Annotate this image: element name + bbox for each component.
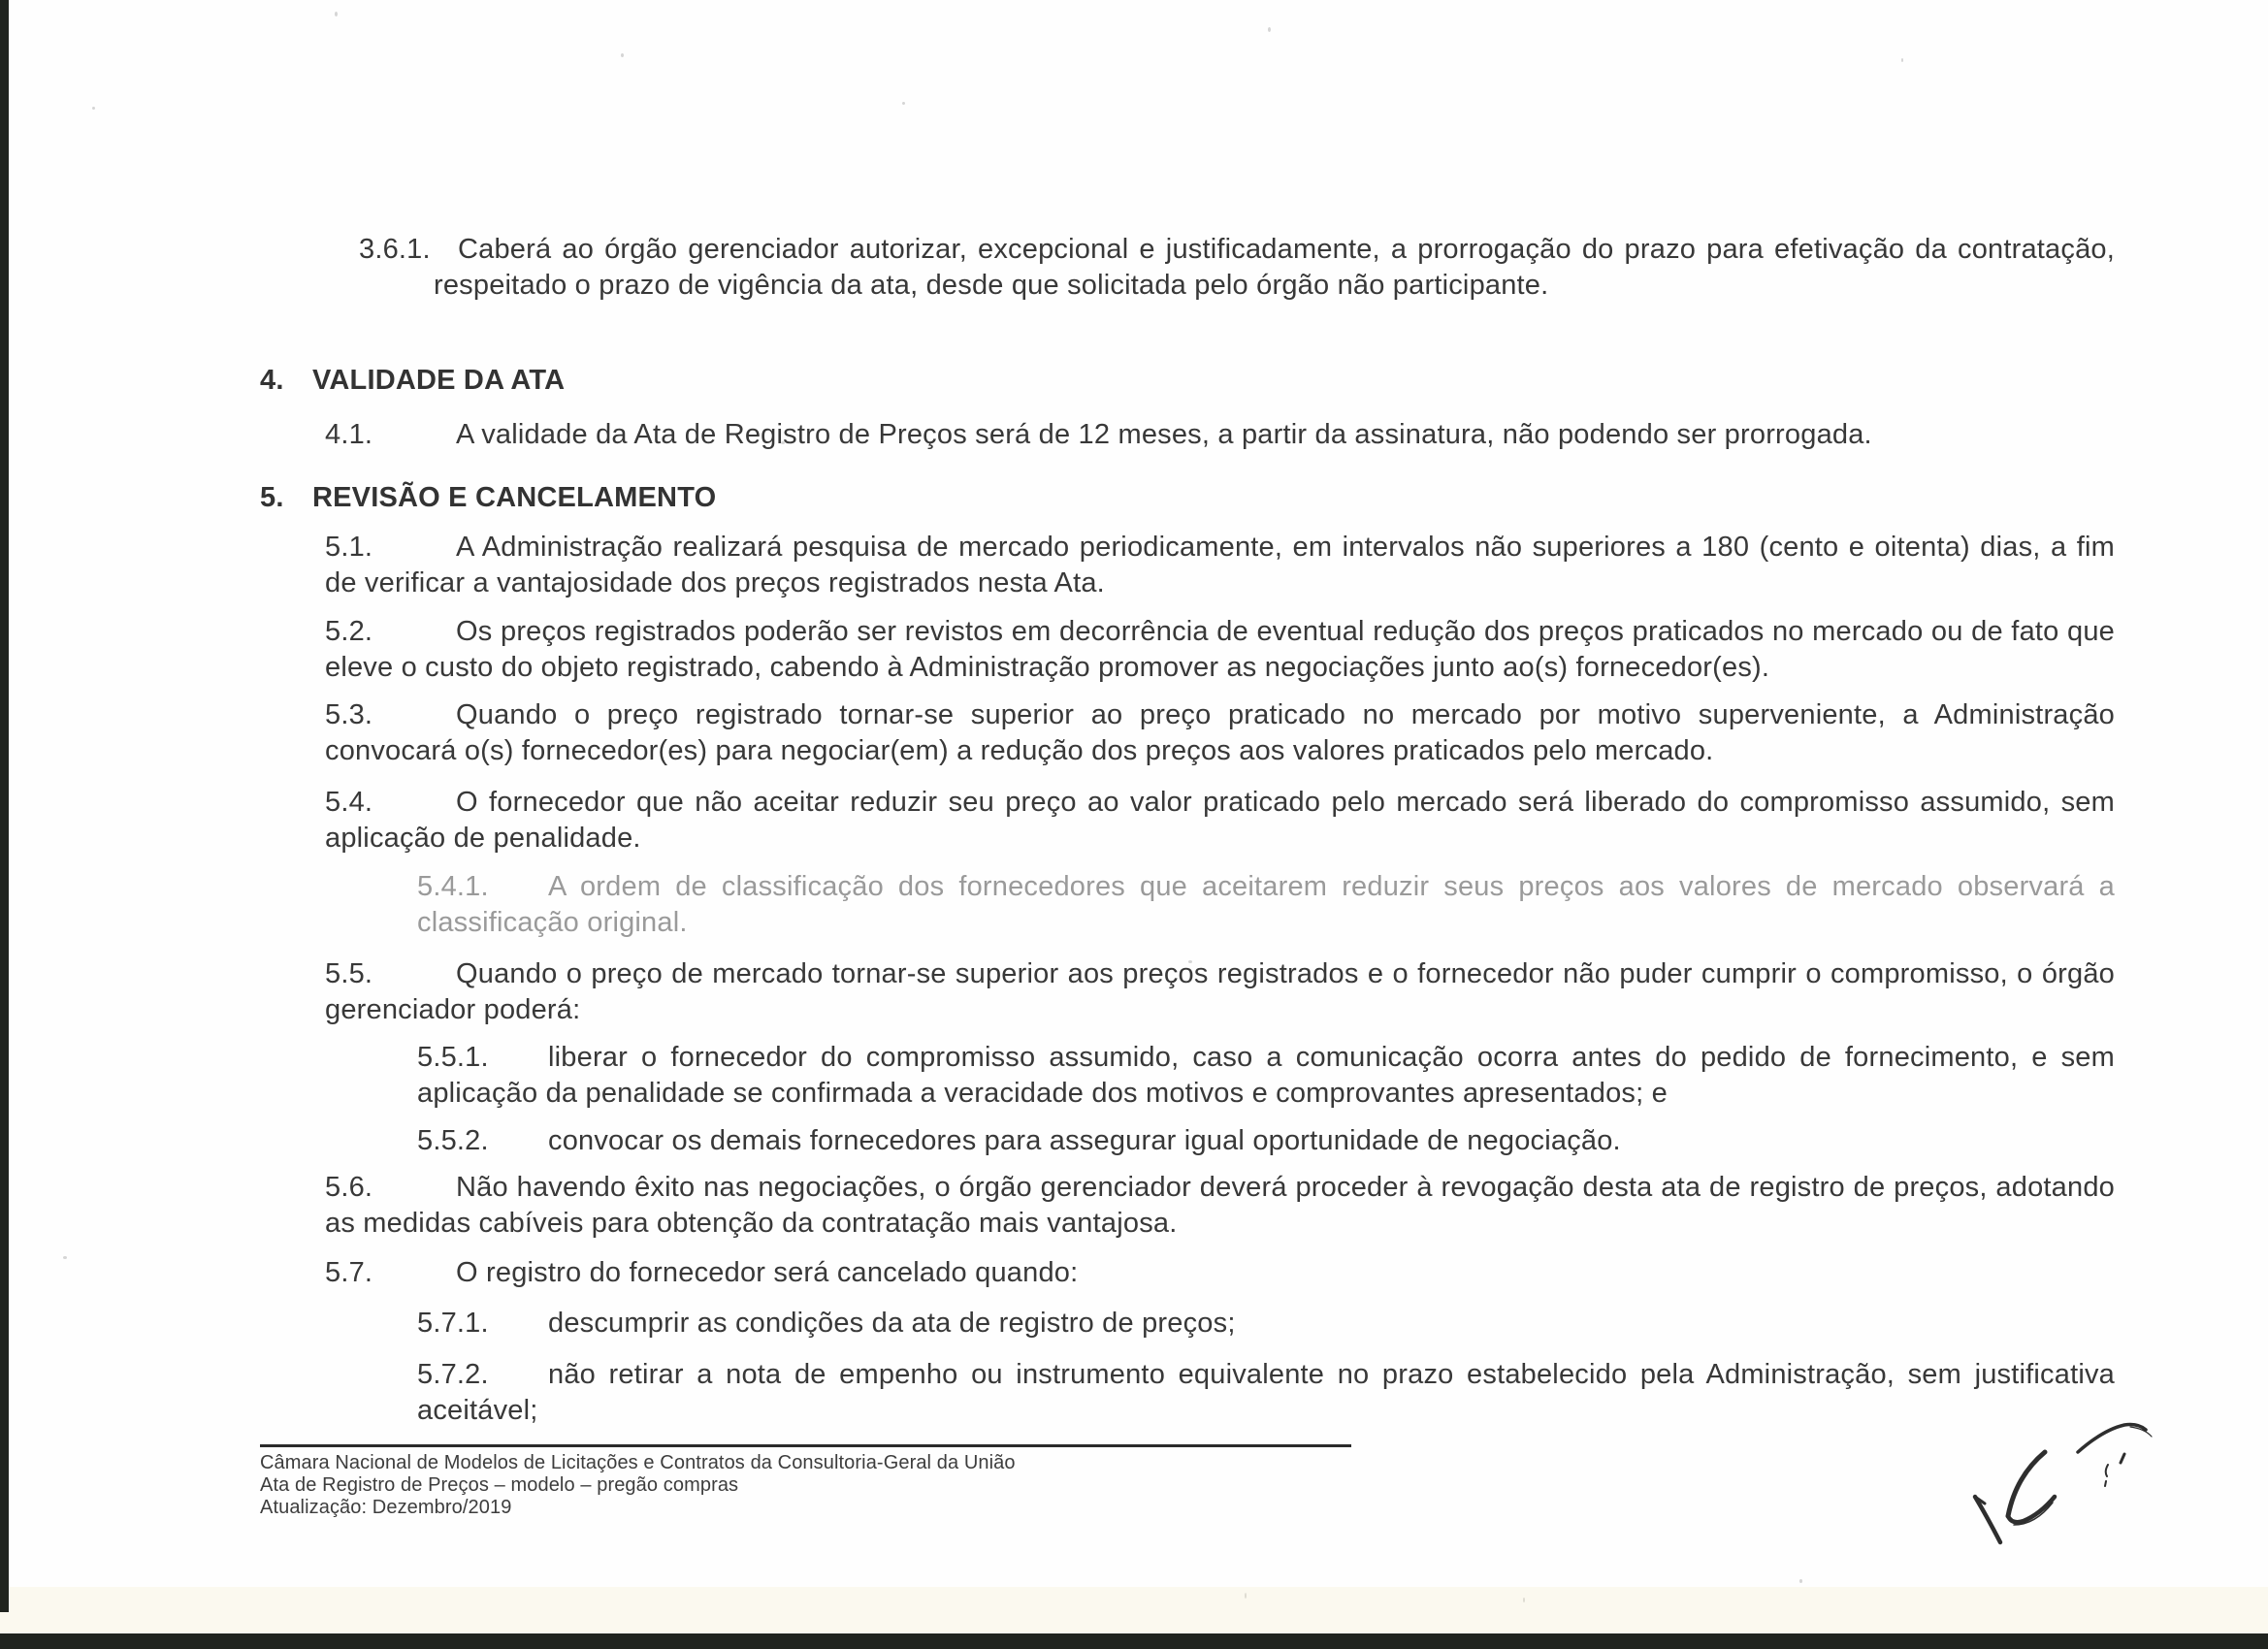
clause-5-4-1 [417,869,2115,941]
clause-number: 3.6.1. [359,234,431,265]
clause-number: 5.5.2. [417,1125,489,1156]
clause-text: descumprir as condições da ata de registro de preços; [548,1308,1236,1339]
clause-5-1 [325,530,2115,601]
handwritten-signature-mark [1950,1406,2173,1562]
clause-5-7-2 [417,1357,2115,1429]
scan-speck [92,107,95,110]
clause-5-5-2 [417,1123,2115,1159]
section-title: REVISÃO E CANCELAMENTO [312,482,717,513]
clause-number: 5.5.1. [417,1042,489,1073]
clause-number: 5.7. [325,1257,373,1288]
clause-number: 5.5. [325,958,373,989]
scan-speck [1901,58,1903,62]
clause-number: 5.1. [325,532,373,563]
clause-text: A ordem de classificação dos fornecedores que aceitarem reduzir seus preços aos valores de mercado observará a classificação original. [417,871,2115,938]
clause-text: O fornecedor que não aceitar reduzir seu preço ao valor praticado pelo mercado será liberado do compromisso assumido, sem aplicação de penalidade. [325,787,2115,854]
scan-edge-bottom [0,1633,2268,1649]
clause-5-6 [325,1170,2115,1242]
clause-number: 5.4. [325,787,373,818]
clause-5-2 [325,614,2115,686]
scan-speck [335,12,338,16]
scan-edge-left [0,0,9,1612]
footer-organization: Câmara Nacional de Modelos de Licitações e Contratos da Consultoria-Geral da União [260,1452,1016,1473]
clause-number: 5.6. [325,1172,373,1203]
page-footer [260,1444,1521,1519]
clause-4-1 [325,417,2115,453]
clause-number: 4.1. [325,419,373,450]
footer-divider [260,1444,1351,1447]
clause-number: 5.2. [325,616,373,647]
clause-text: Não havendo êxito nas negociações, o órgão gerenciador deverá proceder à revogação desta ata de registro de preços, adotando as medidas cabíveis para obtenção da contratação mais vantajosa. [325,1172,2115,1239]
scan-speck [781,441,785,444]
clause-text: Os preços registrados poderão ser revistos em decorrência de eventual redução dos preços praticados no mercado ou de fato que eleve o custo do objeto registrado, cabendo à Administração promover as negociações junto ao(s) fornecedor(es). [325,616,2115,683]
clause-text: Quando o preço de mercado tornar-se superior aos preços registrados e o fornecedor não puder cumprir o compromisso, o órgão gerenciador poderá: [325,958,2115,1025]
footer-document-title: Ata de Registro de Preços – modelo – pregão compras [260,1474,739,1496]
scan-speck [902,102,905,105]
clause-number: 5.7.1. [417,1308,489,1339]
section-5-heading [260,480,2115,516]
clause-text: A Administração realizará pesquisa de mercado periodicamente, em intervalos não superiores a 180 (cento e oitenta) dias, a fim de verificar a vantajosidade dos preços registrados nesta Ata. [325,532,2115,598]
scan-speck [1799,1579,1802,1583]
scan-speck [63,1256,67,1259]
clause-number: 5.7.2. [417,1359,489,1390]
section-number: 5. [260,482,284,513]
clause-text: Quando o preço registrado tornar-se superior ao preço praticado no mercado por motivo superveniente, a Administração convocará o(s) fornecedor(es) para negociar(em) a redução dos preços aos valores praticados pelo mercado. [325,699,2115,766]
clause-5-5 [325,956,2115,1028]
clause-text: O registro do fornecedor será cancelado quando: [456,1257,1079,1288]
clause-number: 5.3. [325,699,373,730]
clause-text: Caberá ao órgão gerenciador autorizar, excepcional e justificadamente, a prorrogação do prazo para efetivação da contratação, respeitado o prazo de vigência da ata, desde que solicitada pelo órgão não participante. [434,234,2115,301]
clause-text: A validade da Ata de Registro de Preços será de 12 meses, a partir da assinatura, não podendo ser prorrogada. [456,419,1872,450]
section-number: 4. [260,365,284,396]
clause-3-6-1 [359,232,2115,304]
footer-update-date: Atualização: Dezembro/2019 [260,1497,512,1518]
scan-speck [621,53,624,57]
clause-text: convocar os demais fornecedores para assegurar igual oportunidade de negociação. [548,1125,1621,1156]
section-title: VALIDADE DA ATA [312,365,566,396]
clause-5-7 [325,1255,2115,1291]
section-4-heading [260,363,2115,399]
scan-speck [1268,27,1271,32]
clause-5-3 [325,697,2115,769]
clause-5-5-1 [417,1040,2115,1112]
scan-speck [1188,960,1192,963]
clause-number: 5.4.1. [417,871,489,902]
scan-tint-band [0,1587,2268,1633]
clause-5-4 [325,785,2115,857]
clause-5-7-1 [417,1306,2115,1342]
clause-text: liberar o fornecedor do compromisso assumido, caso a comunicação ocorra antes do pedido de fornecimento, e sem aplicação da penalidade se confirmada a veracidade dos motivos e comprovantes apresentados; e [417,1042,2115,1109]
clause-text: não retirar a nota de empenho ou instrumento equivalente no prazo estabelecido pela Administração, sem justificativa aceitável; [417,1359,2115,1426]
